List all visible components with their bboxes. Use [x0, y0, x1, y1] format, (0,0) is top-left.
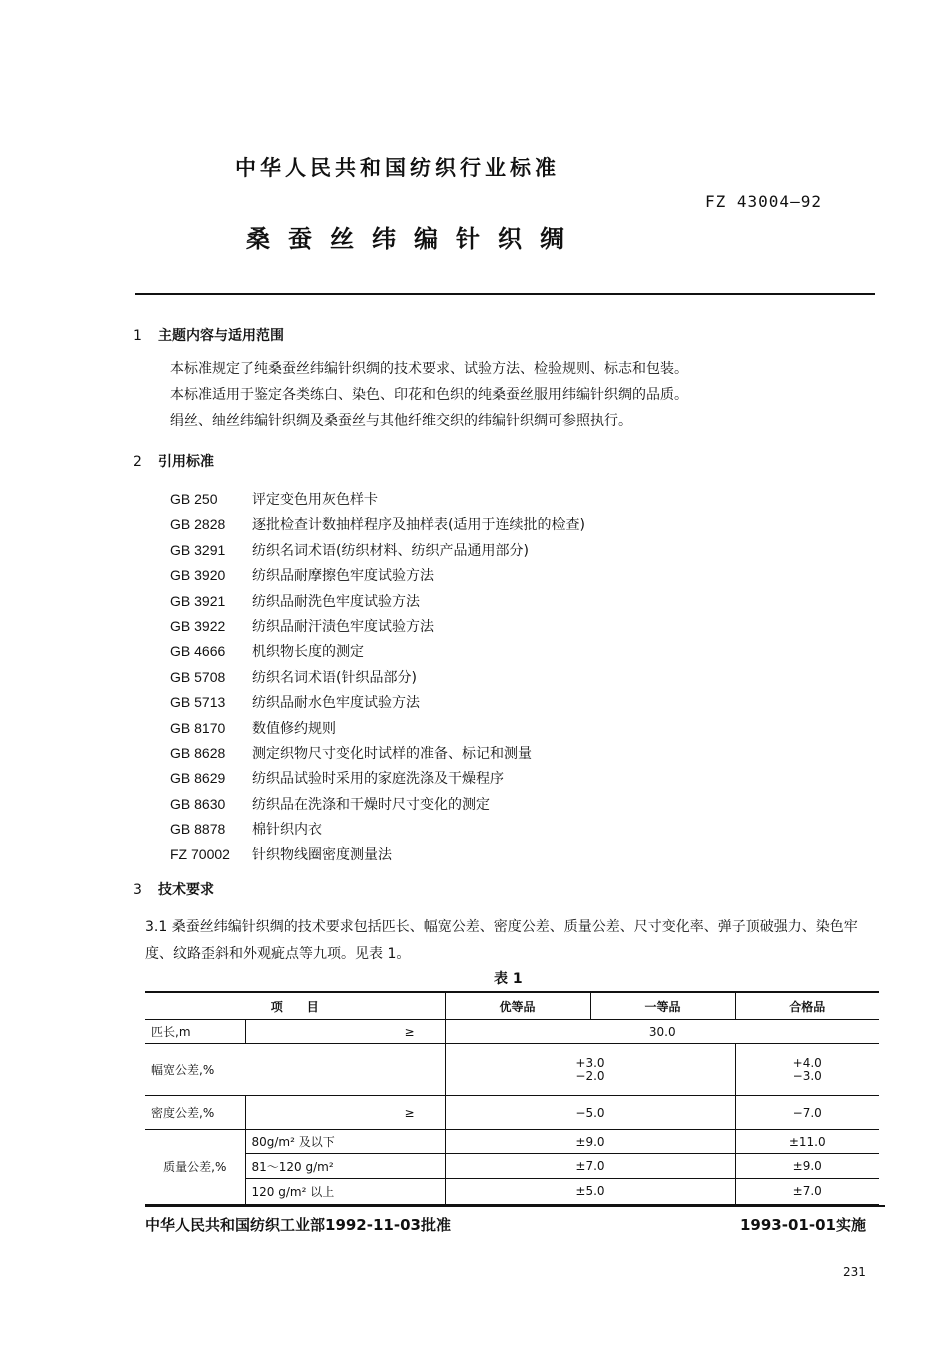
table-1: [145, 991, 879, 1206]
table-row: [145, 1154, 879, 1179]
implementation-date: 1993-01-01实施: [740, 1216, 866, 1234]
table-row: [145, 1020, 879, 1044]
row-label: 密度公差,%: [145, 1096, 245, 1130]
section-number: 1: [133, 328, 142, 344]
row-label: 质量公差,%: [145, 1130, 245, 1205]
cell-value: ±7.0: [735, 1179, 879, 1205]
header-item: 项 目: [145, 992, 445, 1020]
issuing-organization: 中华人民共和国纺织行业标准: [235, 156, 560, 180]
reference-item: [170, 538, 585, 563]
reference-title: 纺织品耐洗色牢度试验方法: [252, 593, 420, 610]
clause-3-1: 3.1 桑蚕丝纬编针织绸的技术要求包括匹长、幅宽公差、密度公差、质量公差、尺寸变化率、弹子顶破强力、染色牢度、纹路歪斜和外观疵点等九项。见表 1。: [145, 919, 858, 962]
table-row: [145, 1130, 879, 1154]
reference-code: GB 5713: [170, 694, 226, 711]
header-grade-superior: 优等品: [445, 992, 590, 1020]
reference-item: [170, 487, 585, 512]
reference-code: GB 3922: [170, 617, 226, 634]
cell-value: ±11.0: [735, 1130, 879, 1154]
approval-line: 中华人民共和国纺织工业部1992-11-03批准: [145, 1216, 451, 1234]
reference-item: [170, 639, 585, 664]
reference-code: GB 250: [170, 491, 218, 507]
row-symbol: ≥: [245, 1096, 445, 1130]
reference-title: 逐批检查计数抽样程序及抽样表(适用于连续批的检查): [252, 517, 585, 534]
reference-code: GB 2828: [170, 516, 226, 533]
section-number: 2: [133, 454, 142, 470]
reference-code: GB 8628: [170, 744, 226, 761]
standard-code: FZ 43004—92: [705, 192, 822, 211]
cell-value: [735, 1044, 879, 1096]
header-grade-first: 一等品: [590, 992, 735, 1020]
section-title: 主题内容与适用范围: [158, 328, 284, 344]
reference-title: 机织物长度的测定: [252, 644, 364, 661]
reference-code: GB 3291: [170, 541, 226, 558]
row-label: 幅宽公差,%: [145, 1044, 445, 1096]
sub-range: 120 g/m² 以上: [245, 1179, 445, 1205]
cell-value: ±9.0: [735, 1154, 879, 1179]
table-caption: 表 1: [494, 971, 523, 987]
row-symbol: ≥: [245, 1020, 445, 1044]
reference-code: GB 8878: [170, 821, 226, 838]
reference-code: GB 8630: [170, 795, 226, 812]
reference-code: GB 3921: [170, 592, 226, 609]
cell-value: ±9.0: [445, 1130, 735, 1154]
reference-title: 纺织品试验时采用的家庭洗涤及干燥程序: [252, 771, 504, 788]
section-1-heading: [133, 325, 284, 345]
reference-title: 测定织物尺寸变化时试样的准备、标记和测量: [252, 745, 532, 762]
reference-item: [170, 741, 585, 766]
reference-title: 纺织品耐汗渍色牢度试验方法: [252, 618, 434, 635]
reference-title: 纺织品耐水色牢度试验方法: [252, 695, 420, 712]
reference-list: [170, 487, 585, 868]
reference-title: 纺织品耐摩擦色牢度试验方法: [252, 568, 434, 585]
reference-code: GB 8170: [170, 719, 226, 736]
cell-value-lower: −3.0: [792, 1068, 822, 1083]
section-number: 3: [133, 882, 142, 898]
sub-range: 80g/m² 及以下: [245, 1130, 445, 1154]
cell-value: −7.0: [735, 1096, 879, 1130]
reference-item: [170, 766, 585, 791]
cell-value-upper: +4.0: [792, 1055, 822, 1070]
cell-value: ±5.0: [445, 1179, 735, 1205]
cell-value-upper: +3.0: [575, 1055, 605, 1070]
reference-item: [170, 512, 585, 537]
reference-item: [170, 792, 585, 817]
reference-item: [170, 589, 585, 614]
reference-title: 评定变色用灰色样卡: [252, 492, 378, 508]
reference-item: [170, 817, 585, 842]
cell-value: −5.0: [445, 1096, 735, 1130]
cell-value: ±7.0: [445, 1154, 735, 1179]
row-label: 匹长,m: [145, 1020, 245, 1044]
footer-rule: [145, 1205, 885, 1207]
section-2-heading: [133, 451, 214, 471]
reference-title: 数值修约规则: [252, 720, 336, 737]
section-title: 技术要求: [158, 882, 214, 898]
section-1-paragraph: 本标准适用于鉴定各类练白、染色、印花和色织的纯桑蚕丝服用纬编针织绸的品质。: [170, 387, 688, 403]
table-row: [145, 1179, 879, 1205]
reference-title: 纺织品在洗涤和干燥时尺寸变化的测定: [252, 796, 490, 813]
reference-item: [170, 690, 585, 715]
document-title: 桑蚕丝纬编针织绸: [246, 225, 582, 253]
section-1-paragraph: 本标准规定了纯桑蚕丝纬编针织绸的技术要求、试验方法、检验规则、标志和包装。: [170, 361, 688, 377]
table-header-row: [145, 992, 879, 1020]
reference-code: GB 5708: [170, 668, 226, 685]
reference-item: [170, 614, 585, 639]
reference-code: FZ 70002: [170, 846, 230, 863]
section-3-heading: [133, 879, 214, 899]
header-grade-qualified: 合格品: [735, 992, 879, 1020]
reference-title: 针织物线圈密度测量法: [252, 847, 392, 864]
reference-item: [170, 716, 585, 741]
table-row: [145, 1096, 879, 1130]
section-title: 引用标准: [158, 454, 214, 470]
table-row: [145, 1044, 879, 1096]
cell-value: 30.0: [445, 1020, 879, 1044]
reference-code: GB 3920: [170, 567, 226, 584]
section-1-paragraph: 绢丝、䌷丝纬编针织绸及桑蚕丝与其他纤维交织的纬编针织绸可参照执行。: [170, 413, 632, 429]
reference-item: [170, 842, 585, 867]
cell-value-lower: −2.0: [575, 1068, 605, 1083]
reference-item: [170, 563, 585, 588]
reference-code: GB 4666: [170, 643, 226, 660]
reference-title: 纺织名词术语(针织品部分): [252, 669, 417, 686]
reference-title: 纺织名词术语(纺织材料、纺织产品通用部分): [252, 542, 529, 559]
reference-title: 棉针织内衣: [252, 822, 322, 839]
reference-code: GB 8629: [170, 770, 226, 787]
cell-value: [445, 1044, 735, 1096]
page-number: 231: [843, 1265, 866, 1279]
reference-item: [170, 665, 585, 690]
sub-range: 81～120 g/m²: [245, 1154, 445, 1179]
header-rule: [135, 293, 875, 295]
